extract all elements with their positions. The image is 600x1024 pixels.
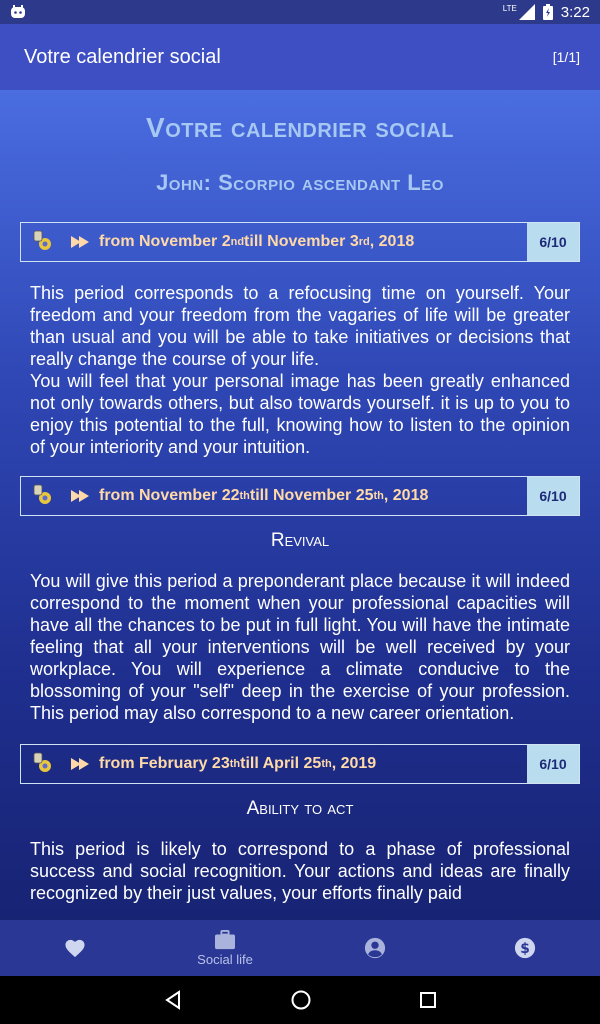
briefcase-icon [214,930,236,950]
svg-text:$: $ [520,941,530,958]
network-label: LTE [502,3,517,13]
account-icon [364,937,386,959]
battery-icon [543,4,553,20]
status-bar [0,0,600,24]
page-counter: [1/1] [552,49,580,65]
android-notification-icon [10,5,26,19]
period-text-2: You will feel that your personal image has been greatly enhanced not only towards others, but also towards yourself. it is up to you to enjoy this potential to the full, knowing how to listen to the opinion of your interiority and your intuition. [30,371,570,457]
period-from-sup: th [239,490,250,502]
nav-item-love[interactable] [15,920,135,976]
app-title: Votre calendrier social [24,45,221,68]
back-icon[interactable] [163,990,183,1010]
period-year: , 2019 [331,755,377,772]
period-from-sup: nd [230,236,245,248]
period-till-sup: rd [358,236,370,248]
period-year: , 2018 [369,233,415,250]
period-till: till April 25 [240,755,322,772]
nav-item-profile[interactable] [315,920,435,976]
period-from: from November 22 [99,487,240,504]
double-arrow-icon [71,490,91,502]
gear-badge-icon [31,229,57,255]
signal-icon [519,4,535,20]
home-icon[interactable] [290,989,312,1011]
clock: 3:22 [560,3,590,21]
period-from-sup: th [229,758,241,770]
period-till-sup: th [321,758,332,770]
nav-item-social-life[interactable] [165,920,285,976]
period-header [20,222,580,262]
heart-icon [64,938,86,958]
dollar-icon [514,937,536,959]
period-from: from February 23 [99,755,230,772]
main-content[interactable] [0,90,600,920]
system-navigation-bar [0,976,600,1024]
recents-icon[interactable] [419,991,437,1009]
app-bar [0,24,600,90]
nav-label-social-life: Social life [197,951,253,967]
period-year: , 2018 [383,487,429,504]
double-arrow-icon [71,236,91,248]
page-subtitle: John: Scorpio ascendant Leo [156,170,444,195]
period-text: You will give this period a preponderant place because it will indeed correspond to the moment when your professional capacities will have all the chances to be put in full light. You will have the intimate feeling that all your interventions will be well received by your workplace. You will experience a climate conducive to the blossoming of your "self" deep in the exercise of your profession. This period may also correspond to a new career orientation. [30,571,570,723]
period-heading: Ability to act [246,798,354,819]
period-header [20,476,580,516]
period-till-sup: th [373,490,384,502]
nav-item-money[interactable] [465,920,585,976]
score-badge: 6/10 [527,477,579,515]
score-badge: 6/10 [527,223,579,261]
period-heading: Revival [270,530,330,551]
period-till: till November 3 [244,233,359,250]
period-text: This period is likely to correspond to a phase of professional success and social recognition. Your actions and ideas are finally recognized by their just values, your efforts finally paid [30,839,570,903]
period-from: from November 2 [99,233,231,250]
gear-badge-icon [31,483,57,509]
gear-badge-icon [31,751,57,777]
period-till: till November 25 [249,487,374,504]
page-title: Votre calendrier social [146,112,454,143]
bottom-navigation [0,920,600,976]
period-text: This period corresponds to a refocusing time on yourself. Your freedom and your freedom from the vagaries of life will be greater than usual and you will be able to take initiatives or decisions that really change the course of your life. [30,283,570,369]
period-header [20,744,580,784]
double-arrow-icon [71,758,91,770]
score-badge: 6/10 [527,745,579,783]
